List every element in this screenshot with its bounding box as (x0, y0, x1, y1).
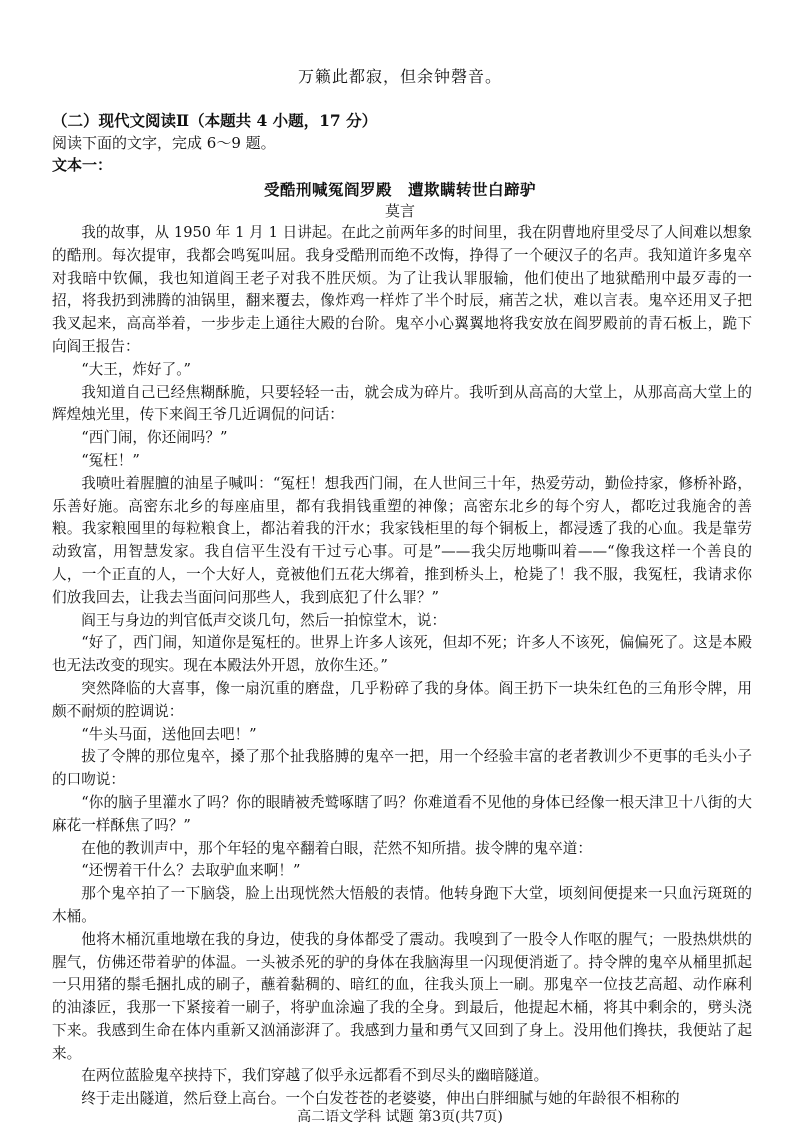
section-instruction: 阅读下面的文字，完成 6～9 题。 (52, 134, 276, 152)
story-body (52, 222, 752, 1111)
paragraph: 突然降临的大喜事，像一扇沉重的磨盘，几乎粉碎了我的身体。阎王扔下一块朱红色的三角形令牌，用颇不耐烦的腔调说： (52, 679, 752, 720)
story-title: 受酷刑喊冤阎罗殿 遭欺瞒转世白蹄驴 (263, 180, 536, 199)
paragraph: 我喷吐着腥膻的油星子喊叫：“冤枉！想我西门闹，在人世间三十年，热爱劳动，勤俭持家，修桥补路，乐善好施。高密东北乡的每座庙里，都有我捐钱重塑的神像；高密东北乡的每个穷人，都吃过我施舍的善粮。我家粮囤里的每粒粮食上，都沾着我的汗水；我家钱柜里的每个铜板上，都浸透了我的心血。我是靠劳动致富，用智慧发家。我自信平生没有干过亏心事。可是”——我尖厉地嘶叫着——“像我这样一个善良的人，一个正直的人，一个大好人，竟被他们五花大绑着，推到桥头上，枪毙了！我不服，我冤枉，我请求你们放我回去，让我去当面问问那些人，我到底犯了什么罪？” (52, 474, 752, 606)
story-author: 莫言 (384, 202, 415, 220)
paragraph: 在他的教训声中，那个年轻的鬼卒翻着白眼，茫然不知所措。拔令牌的鬼卒道： (81, 839, 592, 857)
paragraph: 那个鬼卒拍了一下脑袋，脸上出现恍然大悟般的表情。他转身跑下大堂，顷刻间便提来一只血污斑斑的木桶。 (52, 885, 752, 925)
paragraph: 我知道自己已经焦糊酥脆，只要轻轻一击，就会成为碎片。我听到从高高的大堂上，从那高高大堂上的辉煌烛光里，传下来阎王爷几近调侃的问话： (52, 383, 752, 424)
paragraph: 我的故事，从 1950 年 1 月 1 日讲起。在此之前两年多的时间里，我在阴曹地府里受尽了人间难以想象的酷刑。每次提审，我都会鸣冤叫屈。我身受酷刑而绝不改悔，挣得了一个硬汉子的名声。我知道许多鬼卒对我暗中钦佩，我也知道阎王老子对我不胜厌烦。为了让我认罪服输，他们使出了地狱酷刑中最歹毒的一招，将我扔到沸腾的油锅里，翻来覆去，像炸鸡一样炸了半个时辰，痛苦之状，难以言表。鬼卒还用叉子把我叉起来，高高举着，一步步走上通往大殿的台阶。鬼卒小心翼翼地将我安放在阎罗殿前的青石板上，跪下向阎王报告： (52, 224, 752, 355)
paragraph: 阎王与身边的判官低声交谈几句，然后一拍惊堂木，说： (81, 611, 447, 629)
paragraph: “大王，炸好了。” (81, 360, 191, 378)
paragraph: “西门闹，你还闹吗？” (81, 429, 228, 447)
paragraph: 在两位蓝脸鬼卒挟持下，我们穿越了似乎永远都看不到尽头的幽暗隧道。 (81, 1067, 549, 1085)
paragraph: “冤枉！” (81, 451, 140, 469)
section-title: （二）现代文阅读Ⅱ（本题共 4 小题，17 分） (52, 111, 378, 130)
paragraph: 终于走出隧道，然后登上高台。一个白发苍苍的老婆婆，伸出白胖细腻与她的年龄很不相称的 (81, 1090, 680, 1108)
paragraph: 他将木桶沉重地墩在我的身边，使我的身体都受了震动。我嗅到了一股令人作呕的腥气；一股热烘烘的腥气，仿佛还带着驴的体温。一头被杀死的驴的身体在我脑海里一闪现便消逝了。持令牌的鬼卒从桶里抓起一只用猪的鬃毛捆扎成的刷子，蘸着黏稠的、暗红的血，往我头顶上一刷。那鬼卒一位技艺高超、动作麻利的油漆匠，我那一下紧接着一刷子，将驴血涂遍了我的全身。到最后，他提起木桶，将其中剩余的，劈头浇下来。我感到生命在体内重新又汹涌澎湃了。我感到力量和勇气又回到了身上。没用他们搀扶，我便站了起来。 (52, 930, 752, 1062)
page-footer: 高二语文学科 试题 第3页(共7页) (297, 1109, 503, 1125)
paragraph: 拔了令牌的那位鬼卒，搡了那个扯我胳膊的鬼卒一把，用一个经验丰富的老者教训少不更事的毛头小子的口吻说： (52, 748, 752, 789)
poem-verse: 万籁此都寂，但余钟磬音。 (297, 67, 502, 86)
reading-section-header (52, 110, 752, 176)
text-one-label: 文本一： (52, 156, 113, 174)
paragraph: “牛头马面，送他回去吧！” (81, 725, 257, 743)
paragraph: “好了，西门闹，知道你是冤枉的。世界上许多人该死，但却不死；许多人不该死，偏偏死了。这是本殿也无法改变的现实。现在本殿法外开恩，放你生还。” (52, 634, 752, 675)
paragraph: “还愣着干什么？去取驴血来啊！” (81, 862, 301, 880)
paragraph: “你的脑子里灌水了吗？你的眼睛被秃鹫啄瞎了吗？你难道看不见他的身体已经像一根天津卫十八街的大麻花一样酥焦了吗？” (52, 793, 752, 834)
